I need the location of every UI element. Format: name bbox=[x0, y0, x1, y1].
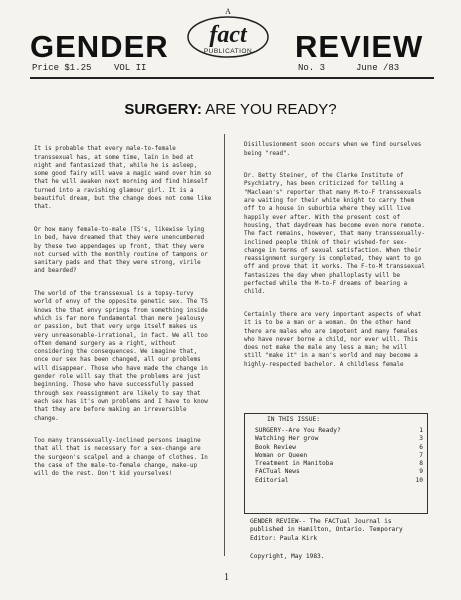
toc-item bbox=[245, 468, 427, 476]
logo-letter-a: A bbox=[225, 7, 231, 16]
headline-rest: ARE YOU READY? bbox=[205, 101, 337, 118]
toc-page: 8 bbox=[419, 460, 423, 468]
masthead-rule bbox=[30, 77, 434, 79]
issue-number: No. 3 bbox=[298, 63, 326, 73]
paragraph: The world of the transsexual is a topsy-turvy world of envy of the opposite genetic sex. The TS knows the that envy springs from something inside which is far more fundamental than mere jealousy or passion, but that very urge itself makes us very unreasonable-irrational, in fact. We all too often demand surgery as a right, without considering the consequences. We imagine that, once our sex has been changed, all our problems will disappear. Those who have made the change in gender role will say that the problems are just beginning. Those who have successfully passed through sex reassignment are likely to say that each sex has it's own problems and I have to know that they are before making an irreversible change. bbox=[34, 291, 208, 422]
toc-label: Treatment in Manitoba bbox=[255, 460, 334, 468]
toc-page: 3 bbox=[419, 435, 423, 443]
toc-page: 9 bbox=[419, 468, 423, 476]
price: Price $1.25 bbox=[32, 63, 92, 73]
toc-item bbox=[245, 477, 427, 485]
paragraph: Or how many female-to-male (TS's, likewise lying in bed, have dreamed that they were unencumbered by these two appendages up front, that they were not cursed with the monthly routine of tampons or sanitary pads and that they were strong, virile and bearded? bbox=[34, 226, 208, 275]
headline-bold: SURGERY: bbox=[124, 101, 202, 118]
logo-word: fact bbox=[209, 22, 247, 48]
toc-label: Book Review bbox=[255, 443, 296, 451]
toc-item bbox=[245, 435, 427, 443]
toc-page: 7 bbox=[419, 451, 423, 459]
paragraph: Dr. Betty Steiner, of the Clarke Institute of Psychiatry, has been criticized for telling a "Maclean's" reporter that many M-to-F transsexuals are waiting for their white knight to carry them off to a house in suburbia where they will live happily ever after. With the present cost of housing, that daydream has become even more remote. The fact remains, however, that many transsexually-inclined people think of their wished-for sex-change in terms of sexual satisfaction. When their reassignment surgery is completed, they want to go off and prove that it works. The F-to-M transsexual fantasizes the day when phalloplasty will be perfected while the M-to-F dreams of bearing a child. bbox=[244, 173, 425, 296]
paragraph: It is probable that every male-to-female transsexual has, at some time, lain in bed at night and fantasized that, while he is asleep, some good fairy will wave a magic wand over him so that he will awaken next morning and find himself turned into a ravishing glamour girl. It is a beautiful dream, but the change does not come like that. bbox=[34, 146, 212, 211]
toc-label: FACTual News bbox=[255, 468, 300, 476]
toc-label: Watching Her grow bbox=[255, 435, 319, 443]
page-number: 1 bbox=[224, 572, 229, 583]
toc-item bbox=[245, 444, 427, 452]
fact-logo bbox=[178, 4, 278, 62]
issue-date: June /83 bbox=[356, 63, 400, 73]
toc-item bbox=[245, 460, 427, 468]
masthead-review: REVIEW bbox=[295, 29, 424, 64]
paragraph: Disillusionment soon occurs when we find ourselves being "read". bbox=[244, 142, 422, 157]
article-headline bbox=[0, 101, 461, 118]
toc-item bbox=[245, 427, 427, 435]
toc-title: IN THIS ISSUE: bbox=[267, 416, 321, 423]
masthead-gender: GENDER bbox=[30, 29, 169, 64]
colophon: GENDER REVIEW-- The FACTual Journal is published in Hamilton, Ontario. Temporary Editor: Paula Kirk bbox=[250, 518, 403, 542]
toc-page: 6 bbox=[419, 443, 423, 451]
logo-publication: PUBLICATION bbox=[203, 48, 253, 55]
left-column bbox=[34, 137, 212, 493]
paragraph: Certainly there are very important aspects of what it is to be a man or a woman. On the other hand there are males who are impotent and many females who have never borne a child, nor ever will. This does not make the male any less a man; he will still "make it" in a man's world and may become a highly-respected bachelor. A childless female bbox=[244, 311, 422, 368]
right-column bbox=[244, 133, 426, 383]
column-divider bbox=[224, 134, 225, 556]
toc-page: 10 bbox=[415, 476, 423, 484]
toc-label: SURGERY--Are You Ready? bbox=[255, 427, 341, 434]
copyright: Copyright, May 1983. bbox=[250, 553, 325, 560]
volume: VOL II bbox=[114, 63, 147, 73]
toc-item bbox=[245, 452, 427, 460]
toc-label: Woman or Queen bbox=[255, 451, 308, 459]
paragraph: Too many transsexually-inclined persons imagine that all that is necessary for a sex-change are the surgeon's scalpel and a change of clothes. In the case of the male-to-female change, make-up will do the rest. Don't kid yourselves! bbox=[34, 438, 208, 478]
toc-page: 1 bbox=[419, 427, 423, 434]
toc-label: Editorial bbox=[255, 476, 289, 484]
in-this-issue-box bbox=[244, 413, 428, 514]
